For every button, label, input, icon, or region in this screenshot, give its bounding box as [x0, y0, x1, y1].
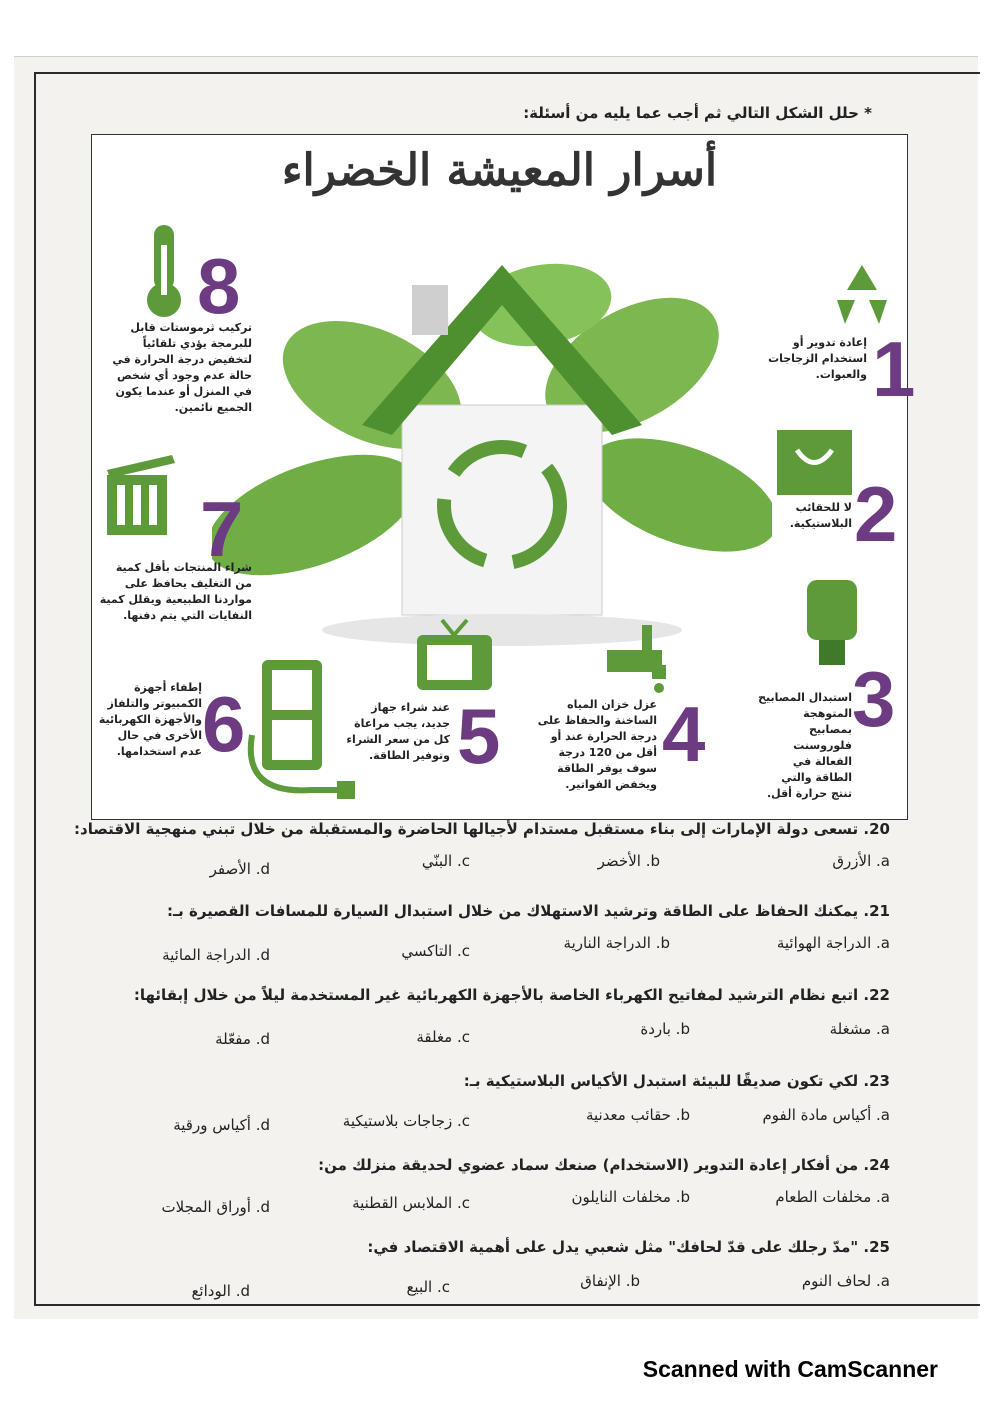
infographic-title: أسرار المعيشة الخضراء [281, 145, 718, 196]
option-b[interactable]: b. الدراجة النارية [563, 934, 670, 952]
option-a[interactable]: a. لحاف النوم [801, 1272, 890, 1290]
infographic [91, 134, 916, 820]
tip-text: تركيب ثرموستات قابل للبرمجة يؤدي تلقائياً لتخفيض درجة الحرارة في حالة عدم وجود أي شخص في المنزل أو عندما يكون الجميع نائمين. [112, 321, 252, 414]
option-c[interactable]: c. زجاجات بلاستيكية [342, 1112, 470, 1130]
option-d[interactable]: d. الأصفر [209, 860, 270, 878]
tip-text: إطفاء أجهزة الكمبيوتر والتلفاز والأجهزة الكهربائية الأخرى في حال عدم استخدامها. [98, 681, 202, 758]
tip-text: إعادة تدوير أو استخدام الزجاجات والعبوات. [768, 336, 867, 381]
tip-text: لا للحقائب البلاستيكية. [789, 501, 852, 530]
question-25: 25. "مدّ رجلك على قدّ لحافك" مثل شعبي يدل على أهمية الاقتصاد في: [367, 1238, 890, 1256]
tip-number: 2 [854, 470, 898, 558]
tip-number: 5 [457, 692, 501, 780]
option-a[interactable]: a. الأزرق [832, 852, 890, 870]
shopping-bag-icon [772, 420, 857, 500]
option-b[interactable]: b. الأخضر [597, 852, 660, 870]
option-c[interactable]: c. مغلقة [416, 1028, 470, 1046]
option-b[interactable]: b. مخلفات النايلون [571, 1188, 690, 1206]
option-a[interactable]: a. الدراجة الهوائية [776, 934, 890, 952]
question-23: 23. لكي تكون صديقًا للبيئة استبدل الأكياس البلاستيكية بـ: [463, 1072, 890, 1090]
scanner-watermark: Scanned with CamScanner [642, 1356, 938, 1382]
tip-text: شراء المنتجات بأقل كمية من التغليف يحافظ على مواردنا الطبيعية ويقلل كمية النفايات التي يتم دفنها. [99, 561, 252, 622]
option-c[interactable]: c. البيع [406, 1278, 450, 1296]
question-20: 20. تسعى دولة الإمارات إلى بناء مستقبل مستدام لأجيالها الحاضرة والمستقبلة من خلال تبني منهجية الاقتصاد: [74, 820, 890, 838]
question-22: 22. اتبع نظام الترشيد لمفاتيح الكهرباء الخاصة بالأجهزة الكهربائية غير المستخدمة ليلاً من خلال إبقائها: [133, 986, 890, 1004]
tip-number: 4 [662, 690, 706, 778]
option-d[interactable]: d. مفعّلة [215, 1030, 270, 1048]
tip-text: عزل خزان المياه الساخنة والحفاظ على درجة الحرارة عند أو أقل من 120 درجة سوف يوفر الطاقة ويخفض الفواتير. [537, 698, 657, 791]
green-house-illustration [212, 235, 772, 655]
tip-number: 1 [872, 325, 916, 413]
question-24: 24. من أفكار إعادة التدوير (الاستخدام) صنعك سماد عضوي لحديقة منزلك من: [318, 1156, 890, 1174]
instruction: * حلل الشكل التالي ثم أجب عما يليه من أسئلة: [523, 104, 872, 122]
thermometer-icon [137, 220, 192, 320]
option-b[interactable]: b. الإنفاق [580, 1272, 640, 1290]
option-d[interactable]: d. أكياس ورقية [173, 1116, 270, 1134]
option-c[interactable]: c. البنّي [421, 852, 470, 870]
question-21: 21. يمكنك الحفاظ على الطاقة وترشيد الاستهلاك من خلال استبدال السيارة للمسافات القصيرة بـ: [167, 902, 890, 920]
option-b[interactable]: b. حقائب معدنية [585, 1106, 690, 1124]
tv-icon [412, 615, 497, 695]
option-d[interactable]: d. الودائع [191, 1282, 250, 1300]
tip-number: 3 [852, 655, 896, 743]
tip-text: استبدال المصابيح المتوهجة بمصابيح فلوروسنت الفعالة في الطاقة والتي تنتج حرارة أقل. [758, 691, 852, 800]
tip-number: 8 [197, 242, 241, 330]
option-a[interactable]: a. مشغلة [829, 1020, 890, 1038]
option-d[interactable]: d. الدراجة المائية [162, 946, 270, 964]
option-b[interactable]: b. باردة [640, 1020, 690, 1038]
tip-number: 6 [202, 680, 246, 768]
faucet-icon [602, 620, 682, 695]
option-c[interactable]: c. الملابس القطنية [352, 1194, 470, 1212]
tip-text: عند شراء جهاز جديد، يجب مراعاة كل من سعر الشراء وتوفير الطاقة. [346, 701, 450, 762]
option-a[interactable]: a. مخلفات الطعام [775, 1188, 890, 1206]
option-a[interactable]: a. أكياس مادة الفوم [762, 1106, 890, 1124]
trash-bin-icon [97, 455, 187, 540]
option-d[interactable]: d. أوراق المجلات [161, 1198, 270, 1216]
recycle-icon [827, 260, 897, 330]
power-plug-icon [242, 655, 362, 805]
option-c[interactable]: c. التاكسي [401, 942, 470, 960]
tip-number: 7 [200, 485, 244, 573]
